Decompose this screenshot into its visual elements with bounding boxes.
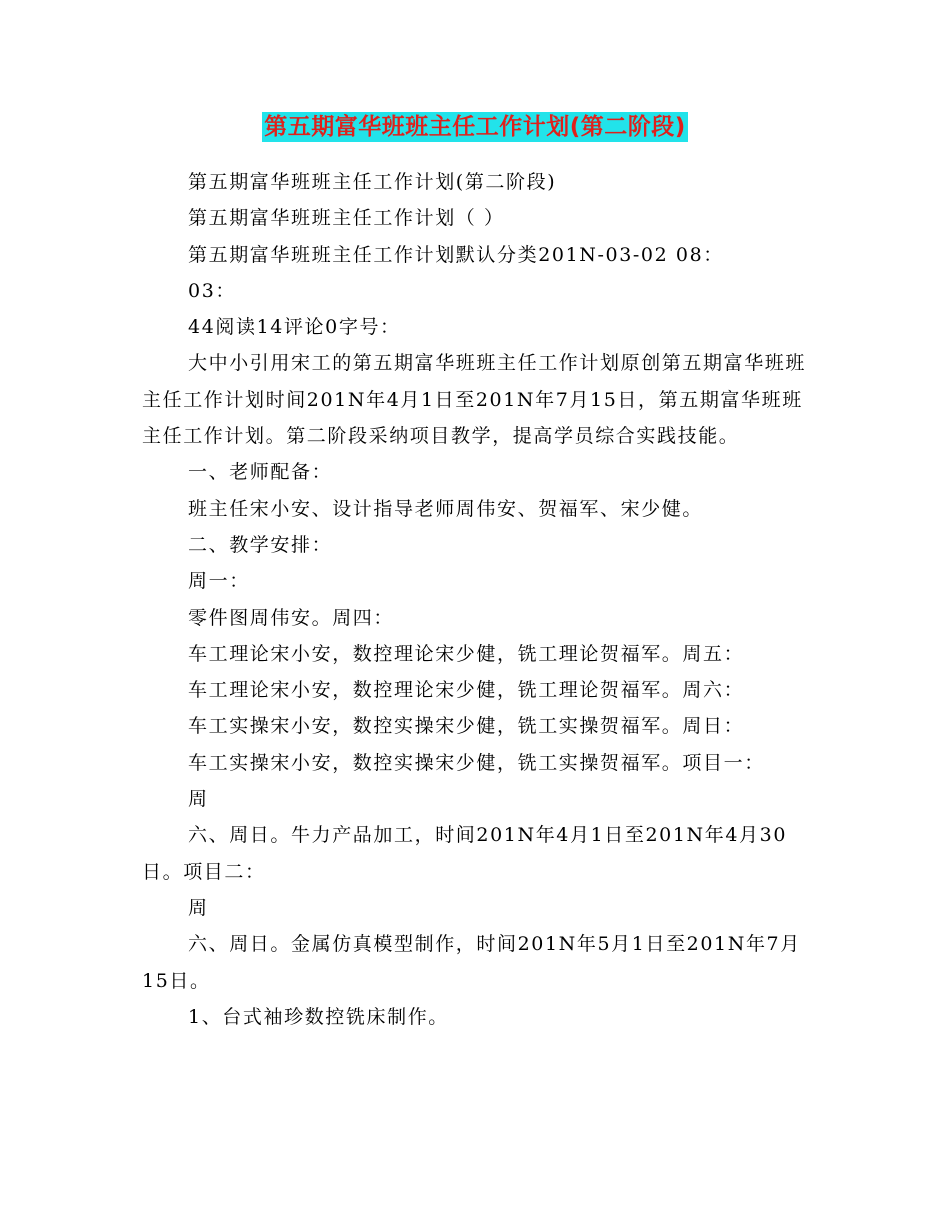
paragraph: 大中小引用宋工的第五期富华班班主任工作计划原创第五期富华班班主任工作计划时间201N年4月1日至201N年7月15日，第五期富华班班主任工作计划。第二阶段采纳项目教学，提高学员综合实践技能。: [142, 352, 807, 448]
paragraph: 车工实操宋小安，数控实操宋少健，铣工实操贺福军。周日：: [188, 715, 745, 738]
paragraph: 二、教学安排：: [188, 533, 333, 556]
paragraph: 周: [188, 788, 209, 811]
paragraph: 班主任宋小安、设计指导老师周伟安、贺福军、宋少健。: [188, 497, 704, 520]
paragraph: 一、老师配备：: [188, 461, 333, 484]
document-title: 第五期富华班班主任工作计划(第二阶段): [264, 114, 686, 140]
paragraph: 第五期富华班班主任工作计划（ ）: [188, 207, 505, 230]
paragraph: 车工理论宋小安，数控理论宋少健，铣工理论贺福军。周六：: [188, 679, 745, 702]
paragraph: 周: [188, 896, 209, 919]
document-body: [142, 164, 812, 1035]
paragraph: 车工理论宋小安，数控理论宋少健，铣工理论贺福军。周五：: [188, 642, 745, 665]
title-container: [0, 112, 950, 142]
paragraph: 六、周日。金属仿真模型制作，时间201N年5月1日至201N年7月15日。: [142, 933, 801, 992]
paragraph: 零件图周伟安。周四：: [188, 606, 395, 629]
paragraph: 第五期富华班班主任工作计划默认分类201N-03-02 08：: [188, 243, 724, 266]
paragraph: 第五期富华班班主任工作计划(第二阶段): [188, 171, 557, 193]
paragraph: 03：: [188, 279, 236, 302]
paragraph: 44阅读14评论0字号：: [188, 316, 401, 339]
paragraph: 1、台式袖珍数控铣床制作。: [188, 1005, 449, 1028]
paragraph: 周一：: [188, 570, 250, 593]
paragraph: 六、周日。牛力产品加工，时间201N年4月1日至201N年4月30日。项目二：: [142, 824, 788, 883]
paragraph: 车工实操宋小安，数控实操宋少健，铣工实操贺福军。项目一：: [188, 751, 765, 774]
